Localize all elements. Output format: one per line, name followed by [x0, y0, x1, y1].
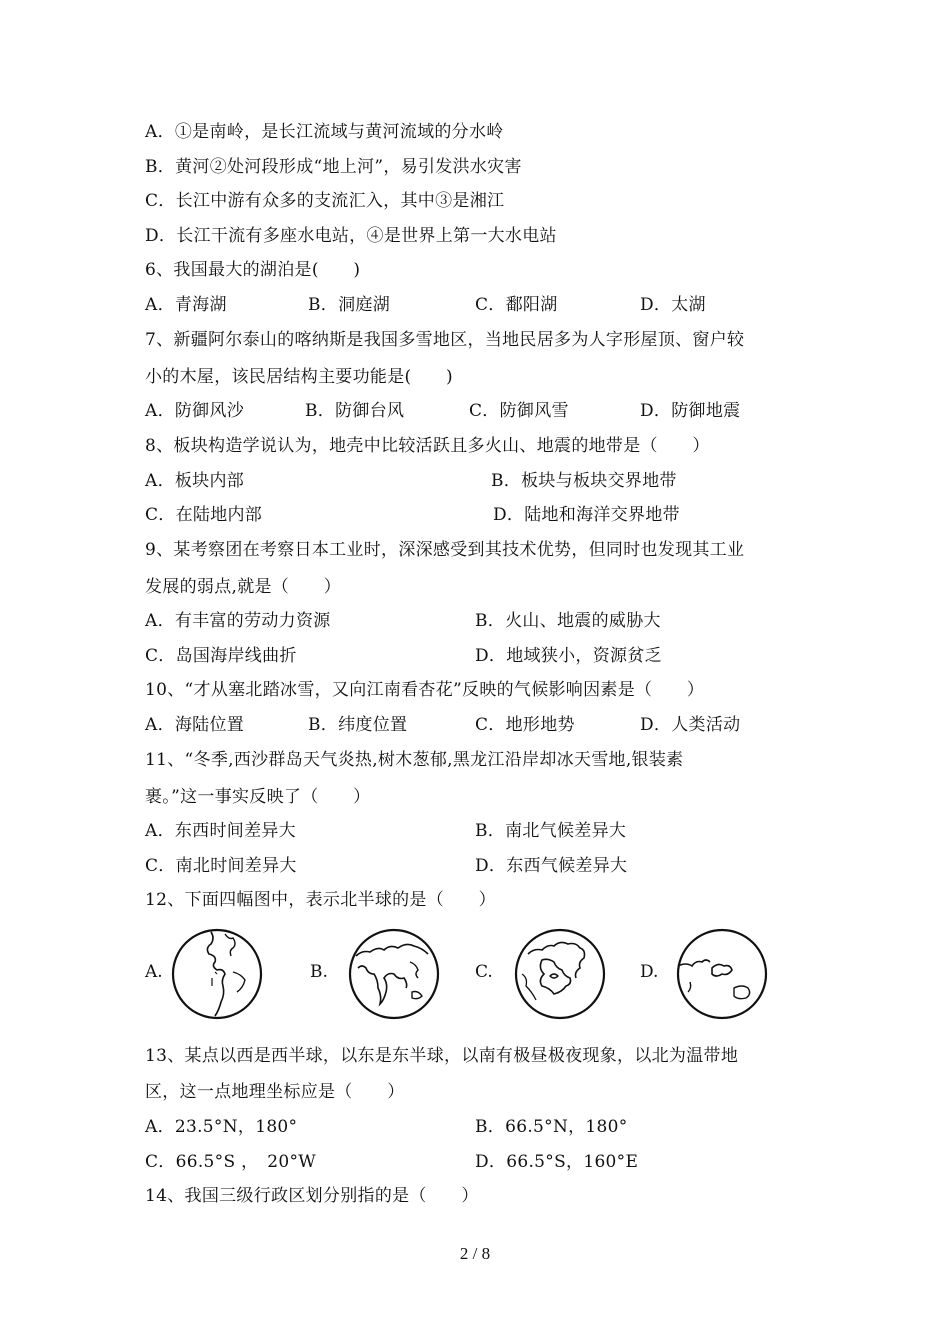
q10-option-d: D．人类活动 — [640, 715, 741, 735]
q11-option-d: D．东西气候差异大 — [475, 856, 628, 876]
q8-option-b: B．板块与板块交界地带 — [491, 471, 677, 491]
q8-option-a: A．板块内部 — [145, 471, 245, 491]
q6-option-a: A．青海湖 — [145, 295, 227, 315]
q6-option-d: D．太湖 — [640, 295, 706, 315]
q7-stem-line2: 小的木屋，该民居结构主要功能是( ) — [145, 367, 453, 387]
globe-d-south-pole-view-icon — [676, 928, 768, 1020]
q8-option-c: C．在陆地内部 — [145, 505, 263, 525]
q12-label-c: C. — [475, 962, 493, 982]
q5-option-c: C．长江中游有众多的支流汇入，其中③是湘江 — [145, 191, 505, 211]
q10-option-a: A．海陆位置 — [145, 715, 245, 735]
q14-stem: 14、我国三级行政区划分别指的是（ ） — [145, 1186, 479, 1206]
q12-label-d: D. — [640, 962, 659, 982]
q5-option-b: B．黄河②处河段形成“地上河”，易引发洪水灾害 — [145, 157, 522, 177]
q12-label-a: A. — [145, 962, 163, 982]
q8-option-d: D．陆地和海洋交界地带 — [493, 505, 680, 525]
q13-option-d: D．66.5°S，160°E — [475, 1152, 639, 1172]
globe-b-eastern-hemisphere-icon — [348, 928, 440, 1020]
q6-option-c: C．鄱阳湖 — [475, 295, 558, 315]
q7-option-c: C．防御风雪 — [469, 401, 569, 421]
q6-stem: 6、我国最大的湖泊是( ) — [145, 260, 361, 280]
q8-stem: 8、板块构造学说认为，地壳中比较活跃且多火山、地震的地带是（ ） — [145, 436, 710, 456]
q11-option-c: C．南北时间差异大 — [145, 856, 297, 876]
q9-stem-line1: 9、某考察团在考察日本工业时，深深感受到其技术优势，但同时也发现其工业 — [145, 540, 745, 560]
q13-option-c: C．66.5°S ， 20°W — [145, 1152, 317, 1172]
q11-stem-line1: 11、“冬季,西沙群岛天气炎热,树木葱郁,黑龙江沿岸却冰天雪地,银装素 — [145, 750, 684, 770]
q9-option-b: B．火山、地震的威胁大 — [475, 611, 661, 631]
q10-option-c: C．地形地势 — [475, 715, 575, 735]
q5-option-a: A．①是南岭，是长江流域与黄河流域的分水岭 — [145, 122, 504, 142]
q7-option-d: D．防御地震 — [640, 401, 741, 421]
q13-option-a: A．23.5°N，180° — [145, 1117, 298, 1137]
q9-option-c: C．岛国海岸线曲折 — [145, 646, 297, 666]
q13-stem-line1: 13、某点以西是西半球，以东是东半球，以南有极昼极夜现象，以北为温带地 — [145, 1046, 739, 1066]
q12-label-b: B. — [310, 962, 328, 982]
q6-option-b: B．洞庭湖 — [308, 295, 390, 315]
q10-option-b: B．纬度位置 — [308, 715, 408, 735]
q10-stem: 10、“才从塞北踏冰雪，又向江南看杏花”反映的气候影响因素是（ ） — [145, 680, 705, 700]
q7-stem-line1: 7、新疆阿尔泰山的喀纳斯是我国多雪地区，当地民居多为人字形屋顶、窗户较 — [145, 330, 745, 350]
q11-option-a: A．东西时间差异大 — [145, 821, 296, 841]
q12-stem: 12、下面四幅图中，表示北半球的是（ ） — [145, 890, 496, 910]
q11-stem-line2: 裹。”这一事实反映了（ ） — [145, 787, 371, 807]
page-number: 2 / 8 — [459, 1244, 491, 1263]
q11-option-b: B．南北气候差异大 — [475, 821, 627, 841]
globe-a-western-hemisphere-icon — [171, 928, 263, 1020]
q9-stem-line2: 发展的弱点,就是（ ） — [145, 577, 342, 597]
q7-option-a: A．防御风沙 — [145, 401, 245, 421]
globe-c-north-pole-view-icon — [514, 928, 606, 1020]
q9-option-d: D．地域狭小，资源贫乏 — [475, 646, 662, 666]
q13-stem-line2: 区，这一点地理坐标应是（ ） — [145, 1082, 405, 1102]
q5-option-d: D．长江干流有多座水电站，④是世界上第一大水电站 — [145, 226, 557, 246]
q9-option-a: A．有丰富的劳动力资源 — [145, 611, 331, 631]
q13-option-b: B．66.5°N，180° — [475, 1117, 628, 1137]
q7-option-b: B．防御台风 — [305, 401, 405, 421]
